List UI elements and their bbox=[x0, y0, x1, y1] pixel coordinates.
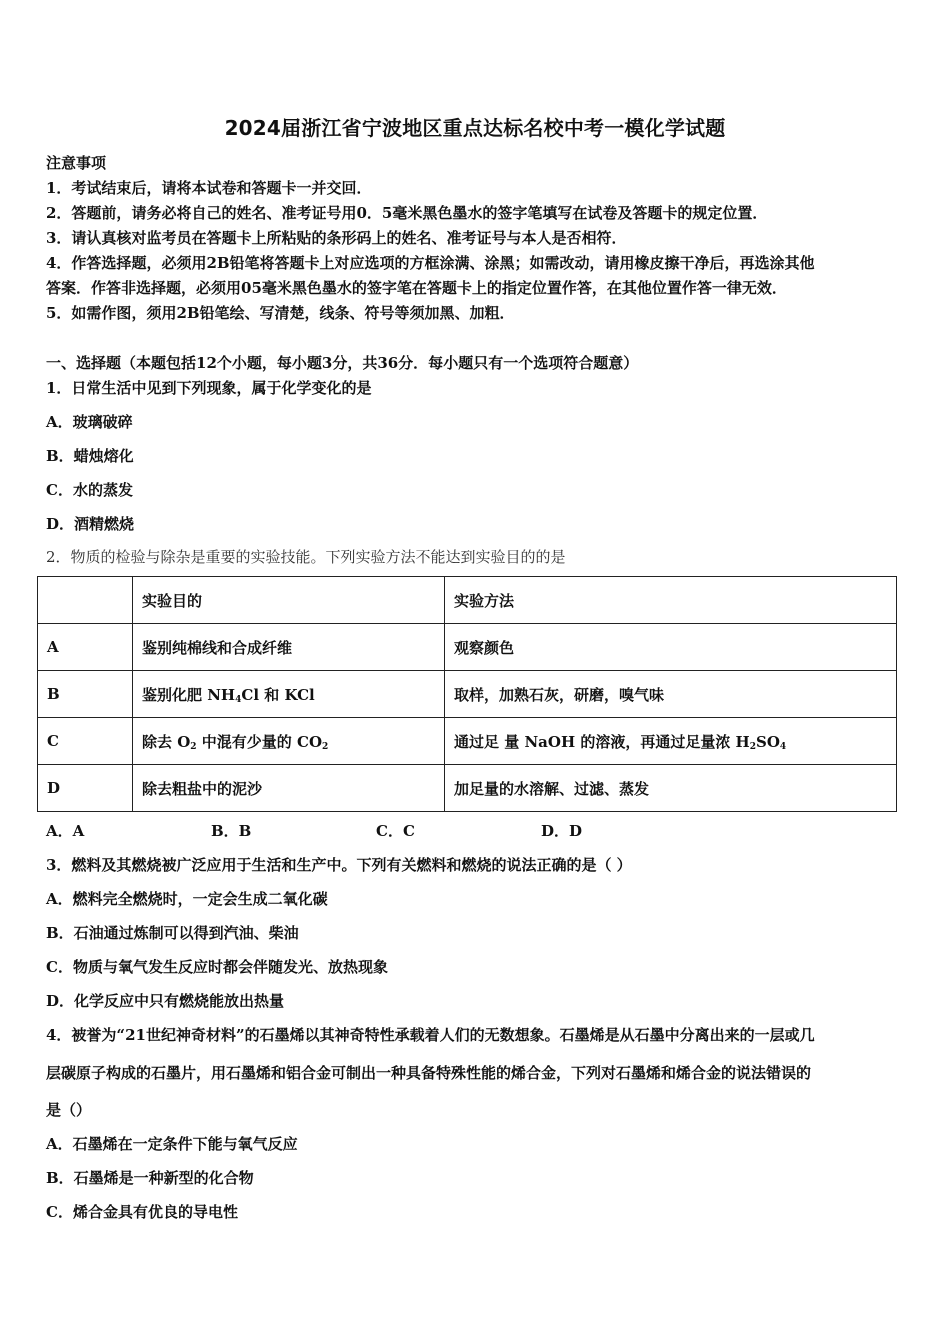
q2-option-d: D．D bbox=[541, 822, 583, 840]
notice-item: 2．答题前，请务必将自己的姓名、准考证号用0．5毫米黑色墨水的签字笔填写在试卷及答题卡的规定位置． bbox=[46, 204, 768, 222]
header-cell-purpose: 实验目的 bbox=[133, 577, 445, 624]
question-3-stem: 3．燃料及其燃烧被广泛应用于生活和生产中。下列有关燃料和燃烧的说法正确的是（ ） bbox=[46, 856, 632, 874]
table-row bbox=[38, 765, 897, 812]
q2-option-b: B．B bbox=[211, 822, 252, 840]
question-1-stem: 1．日常生活中见到下列现象，属于化学变化的是 bbox=[46, 379, 372, 397]
row-purpose: 鉴别化肥 $NH_4Cl$ 和 KCl bbox=[133, 671, 445, 718]
exam-title: 2024届浙江省宁波地区重点达标名校中考一模化学试题 bbox=[224, 116, 726, 140]
question-4-stem-line: 4．被誉为“21世纪神奇材料”的石墨烯以其神奇特性承载着人们的无数想象。石墨烯是从石墨中分离出来的一层或几 bbox=[46, 1026, 815, 1044]
q1-option-b: B．蜡烛熔化 bbox=[46, 447, 134, 465]
row-purpose: 除去粗盐中的泥沙 bbox=[133, 765, 445, 812]
question-4-stem-line: 层碳原子构成的石墨片，用石墨烯和铝合金可制出一种具备特殊性能的烯合金，下列对石墨烯和烯合金的说法错误的 bbox=[46, 1064, 812, 1082]
row-method: 观察颜色 bbox=[445, 624, 897, 671]
row-label: C bbox=[38, 718, 133, 765]
header-cell-empty bbox=[38, 577, 133, 624]
experiment-table bbox=[37, 576, 897, 812]
q4-option-a: A．石墨烯在一定条件下能与氧气反应 bbox=[46, 1135, 298, 1153]
q1-option-d: D．酒精燃烧 bbox=[46, 515, 135, 533]
row-label: A bbox=[38, 624, 133, 671]
row-method: 加足量的水溶解、过滤、蒸发 bbox=[445, 765, 897, 812]
question-2-stem: 2．物质的检验与除杂是重要的实验技能。下列实验方法不能达到实验目的的是 bbox=[46, 548, 566, 566]
table-row bbox=[38, 671, 897, 718]
header-cell-method: 实验方法 bbox=[445, 577, 897, 624]
notice-item: 答案．作答非选择题，必须用05毫米黑色墨水的签字笔在答题卡上的指定位置作答，在其他位置作答一律无效． bbox=[46, 279, 787, 297]
notice-heading: 注意事项 bbox=[46, 154, 107, 172]
q2-answer-options bbox=[46, 820, 582, 841]
q3-option-c: C．物质与氧气发生反应时都会伴随发光、放热现象 bbox=[46, 958, 388, 976]
q4-option-c: C．烯合金具有优良的导电性 bbox=[46, 1203, 238, 1221]
table-row bbox=[38, 718, 897, 765]
table-row bbox=[38, 624, 897, 671]
question-4-stem-line: 是（） bbox=[46, 1101, 92, 1119]
row-purpose: 鉴别纯棉线和合成纤维 bbox=[133, 624, 445, 671]
row-label: D bbox=[38, 765, 133, 812]
q3-option-b: B．石油通过炼制可以得到汽油、柴油 bbox=[46, 924, 299, 942]
row-label: B bbox=[38, 671, 133, 718]
row-method: 取样，加熟石灰，研磨，嗅气味 bbox=[445, 671, 897, 718]
q1-option-c: C．水的蒸发 bbox=[46, 481, 133, 499]
notice-item: 5．如需作图，须用2B铅笔绘、写清楚，线条、符号等须加黑、加粗． bbox=[46, 304, 515, 322]
section-heading: 一、选择题（本题包括12个小题，每小题3分，共36分．每小题只有一个选项符合题意） bbox=[46, 354, 639, 372]
q2-option-c: C．C bbox=[376, 822, 415, 840]
table-header-row bbox=[38, 577, 897, 624]
q3-option-d: D．化学反应中只有燃烧能放出热量 bbox=[46, 992, 285, 1010]
q3-option-a: A．燃料完全燃烧时，一定会生成二氧化碳 bbox=[46, 890, 328, 908]
q4-option-b: B．石墨烯是一种新型的化合物 bbox=[46, 1169, 254, 1187]
notice-item: 1．考试结束后，请将本试卷和答题卡一并交回． bbox=[46, 179, 372, 197]
q1-option-a: A．玻璃破碎 bbox=[46, 413, 133, 431]
q2-option-a: A．A bbox=[46, 822, 85, 840]
row-purpose: 除去 $O_2$ 中混有少量的 $CO_2$ bbox=[133, 718, 445, 765]
notice-item: 3．请认真核对监考员在答题卡上所粘贴的条形码上的姓名、准考证号与本人是否相符． bbox=[46, 229, 627, 247]
row-method: 通过足 量 NaOH 的溶液，再通过足量浓 $H_2SO_4$ bbox=[445, 718, 897, 765]
notice-item: 4．作答选择题，必须用2B铅笔将答题卡上对应选项的方框涂满、涂黑；如需改动，请用橡皮擦干净后，再选涂其他 bbox=[46, 254, 815, 272]
